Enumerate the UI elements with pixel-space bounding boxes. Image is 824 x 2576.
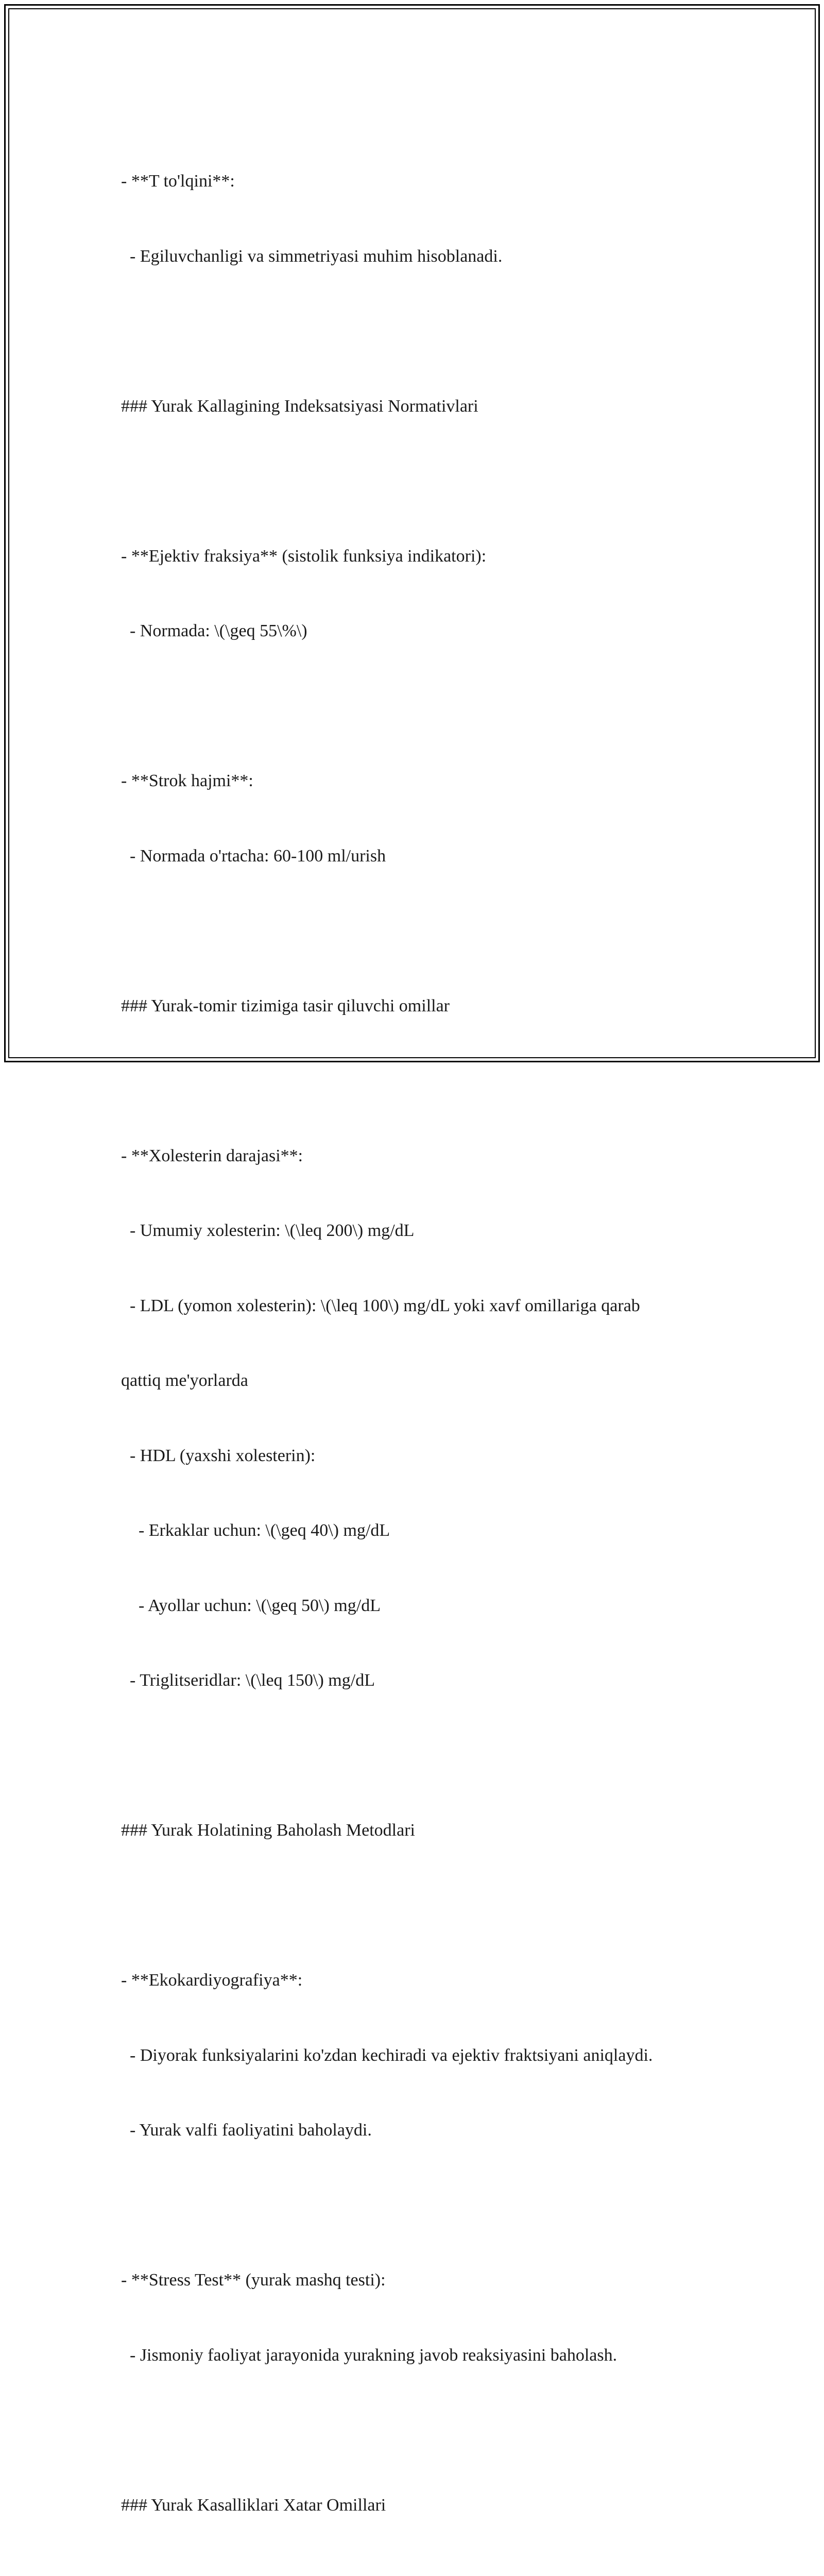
sub-bullet-ekokardiyografiya-valf: - Yurak valfi faoliyatini baholaydi. <box>121 2121 372 2140</box>
blank-line <box>121 694 718 719</box>
heading-xatar-omillari: ### Yurak Kasalliklari Xatar Omillari <box>121 2495 386 2515</box>
bullet-t-wave: - **T to'lqini**: <box>121 172 235 191</box>
blank-line <box>121 1069 718 1094</box>
blank-line <box>121 1743 718 1769</box>
bullet-strok-hajmi: - **Strok hajmi**: <box>121 771 253 790</box>
blank-line <box>121 2193 718 2218</box>
sub-bullet-strok-norma: - Normada o'rtacha: 60-100 ml/urish <box>121 846 386 866</box>
sub-bullet-triglitseridlar: - Triglitseridlar: \(\leq 150\) mg/dL <box>121 1671 375 1690</box>
sub-bullet-hdl: - HDL (yaxshi xolesterin): <box>121 1446 316 1465</box>
sub-bullet-ekokardiyografiya-funksiya: - Diyorak funksiyalarini ko'zdan kechiradi va ejektiv fraktsiyani aniqlaydi. <box>121 2045 653 2065</box>
heading-omillar: ### Yurak-tomir tizimiga tasir qiluvchi omillar <box>121 996 450 1015</box>
bullet-ejektiv-fraksiya: - **Ejektiv fraksiya** (sistolik funksiya indikatori): <box>121 546 487 566</box>
bullet-ekokardiyografiya: - **Ekokardiyografiya**: <box>121 1971 303 1990</box>
sub-sub-bullet-hdl-erkaklar: - Erkaklar uchun: \(\geq 40\) mg/dL <box>121 1521 390 1540</box>
sub-bullet-umumiy-xolesterin: - Umumiy xolesterin: \(\leq 200\) mg/dL <box>121 1221 415 1240</box>
sub-bullet-ejektiv-norma: - Normada: \(\geq 55\%\) <box>121 621 307 640</box>
sub-bullet-ldl: - LDL (yomon xolesterin): \(\leq 100\) mg/dL yoki xavf omillariga qarab <box>121 1296 640 1315</box>
sub-sub-bullet-hdl-ayollar: - Ayollar uchun: \(\geq 50\) mg/dL <box>121 1596 381 1615</box>
bullet-xolesterin: - **Xolesterin darajasi**: <box>121 1146 303 1165</box>
heading-normativlar: ### Yurak Kallagining Indeksatsiyasi Normativlari <box>121 396 478 416</box>
sub-bullet-ldl-continued: qattiq me'yorlarda <box>121 1371 248 1390</box>
blank-line <box>121 319 718 344</box>
document-body <box>121 119 718 2576</box>
sub-bullet-stress-test-note: - Jismoniy faoliyat jarayonida yurakning javob reaksiyasini baholash. <box>121 2345 617 2365</box>
blank-line <box>121 2418 718 2443</box>
blank-line <box>121 1893 718 1919</box>
blank-line <box>121 469 718 494</box>
bullet-stress-test: - **Stress Test** (yurak mashq testi): <box>121 2270 386 2290</box>
sub-bullet-t-wave-note: - Egiluvchanligi va simmetriyasi muhim hisoblanadi. <box>121 246 503 266</box>
blank-line <box>121 2568 718 2576</box>
heading-baholash-metodlari: ### Yurak Holatining Baholash Metodlari <box>121 1821 415 1840</box>
blank-line <box>121 919 718 944</box>
